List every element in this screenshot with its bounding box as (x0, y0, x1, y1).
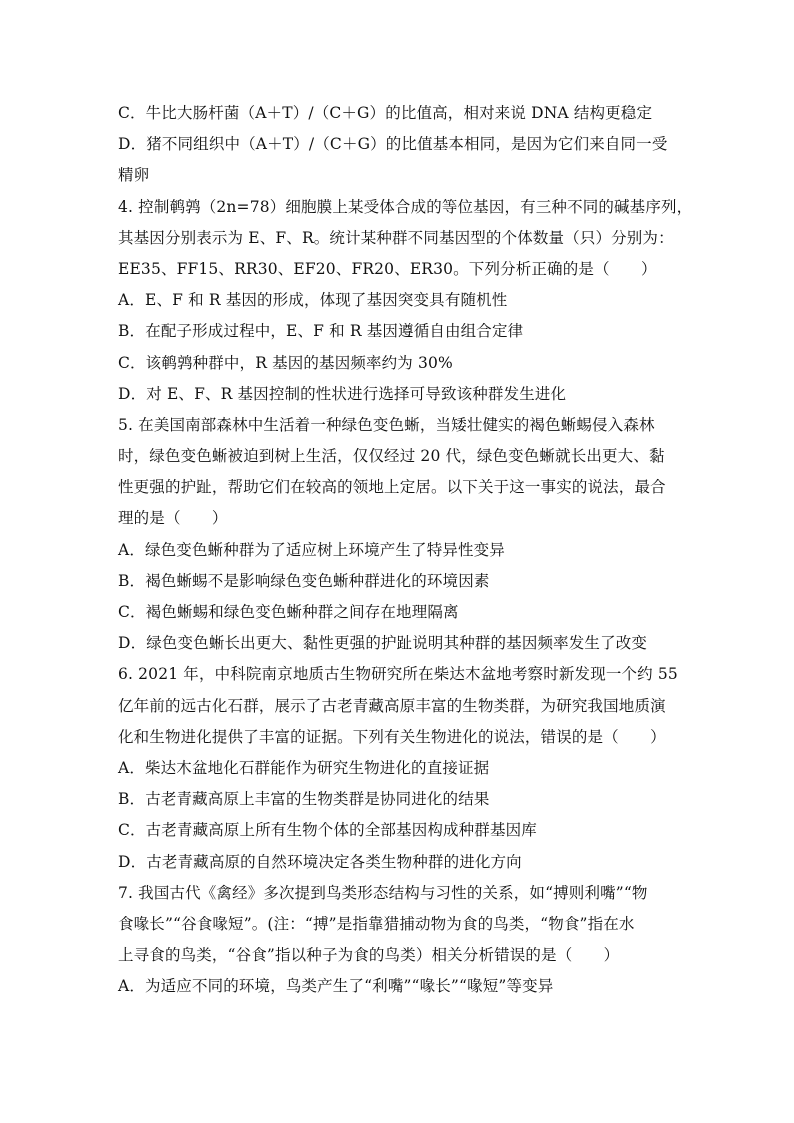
question-7-stem-line-2: 食喙长”“谷食喙短”。(注：“搏”是指靠猎捕动物为食的鸟类，“物食”指在水 (118, 914, 635, 933)
option-b-q6: B．古老青藏高原上丰富的生物类群是协同进化的结果 (118, 790, 490, 809)
option-a-q7: A．为适应不同的环境，鸟类产生了“利嘴”“喙长”“喙短”等变异 (118, 977, 554, 996)
question-6-stem-line-2: 亿年前的远古化石群，展示了古老青藏高原丰富的生物类群，为研究我国地质演 (118, 696, 666, 715)
question-6-stem: 6. 2021 年，中科院南京地质古生物研究所在柴达木盆地考察时新发现一个约 55 (118, 665, 678, 684)
question-5-stem-line-2: 时，绿色变色蜥被迫到树上生活，仅仅经过 20 代，绿色变色蜥就长出更大、黏 (118, 447, 665, 466)
option-d-q3: D．猪不同组织中（A＋T）/（C＋G）的比值基本相同，是因为它们来自同一受 (118, 135, 668, 154)
question-5-stem-line-4: 理的是（ ） (118, 509, 228, 528)
option-b-q4: B．在配子形成过程中，E、F 和 R 基因遵循自由组合定律 (118, 322, 524, 341)
document-body (118, 98, 693, 1002)
option-c-q4: C．该鹌鹑种群中，R 基因的基因频率约为 30% (118, 353, 453, 372)
option-d-q3-continued: 精卵 (118, 166, 150, 185)
question-6-stem-line-3: 化和生物进化提供了丰富的证据。下列有关生物进化的说法，错误的是（ ） (118, 727, 666, 746)
option-a-q4: A．E、F 和 R 基因的形成，体现了基因突变具有随机性 (118, 291, 508, 310)
option-a-q5: A．绿色变色蜥种群为了适应树上环境产生了特异性变异 (118, 540, 505, 559)
question-5-stem-line-3: 性更强的护趾，帮助它们在较高的领地上定居。以下关于这一事实的说法，最合 (118, 478, 666, 497)
question-4-stem-line-2: 其基因分别表示为 E、F、R。统计某种群不同基因型的个体数量（只）分别为： (118, 228, 674, 247)
option-d-q4: D．对 E、F、R 基因控制的性状进行选择可导致该种群发生进化 (118, 384, 567, 403)
option-c-q6: C．古老青藏高原上所有生物个体的全部基因构成种群基因库 (118, 821, 537, 840)
question-4-stem: 4. 控制鹌鹑（2n=78）细胞膜上某受体合成的等位基因，有三种不同的碱基序列， (118, 197, 693, 216)
question-5-stem: 5. 在美国南部森林中生活着一种绿色变色蜥，当矮壮健实的褐色蜥蜴侵入森林 (118, 415, 655, 434)
option-c-q3: C．牛比大肠杆菌（A＋T）/（C＋G）的比值高，相对来说 DNA 结构更稳定 (118, 104, 653, 122)
option-a-q6: A．柴达木盆地化石群能作为研究生物进化的直接证据 (118, 758, 490, 777)
option-b-q5: B．褐色蜥蜴不是影响绿色变色蜥种群进化的环境因素 (118, 571, 490, 590)
option-c-q5: C．褐色蜥蜴和绿色变色蜥种群之间存在地理隔离 (118, 603, 459, 621)
question-7-stem-line-3: 上寻食的鸟类，“谷食”指以种子为食的鸟类）相关分析错误的是（ ） (118, 946, 620, 965)
question-4-stem-line-3: EE35、FF15、RR30、EF20、FR20、ER30。下列分析正确的是（ ） (118, 259, 657, 278)
question-7-stem: 7. 我国古代《禽经》多次提到鸟类形态结构与习性的关系，如“搏则利嘴”“物 (118, 883, 648, 902)
option-d-q5: D．绿色变色蜥长出更大、黏性更强的护趾说明其种群的基因频率发生了改变 (118, 634, 648, 653)
option-d-q6: D．古老青藏高原的自然环境决定各类生物种群的进化方向 (118, 852, 522, 871)
